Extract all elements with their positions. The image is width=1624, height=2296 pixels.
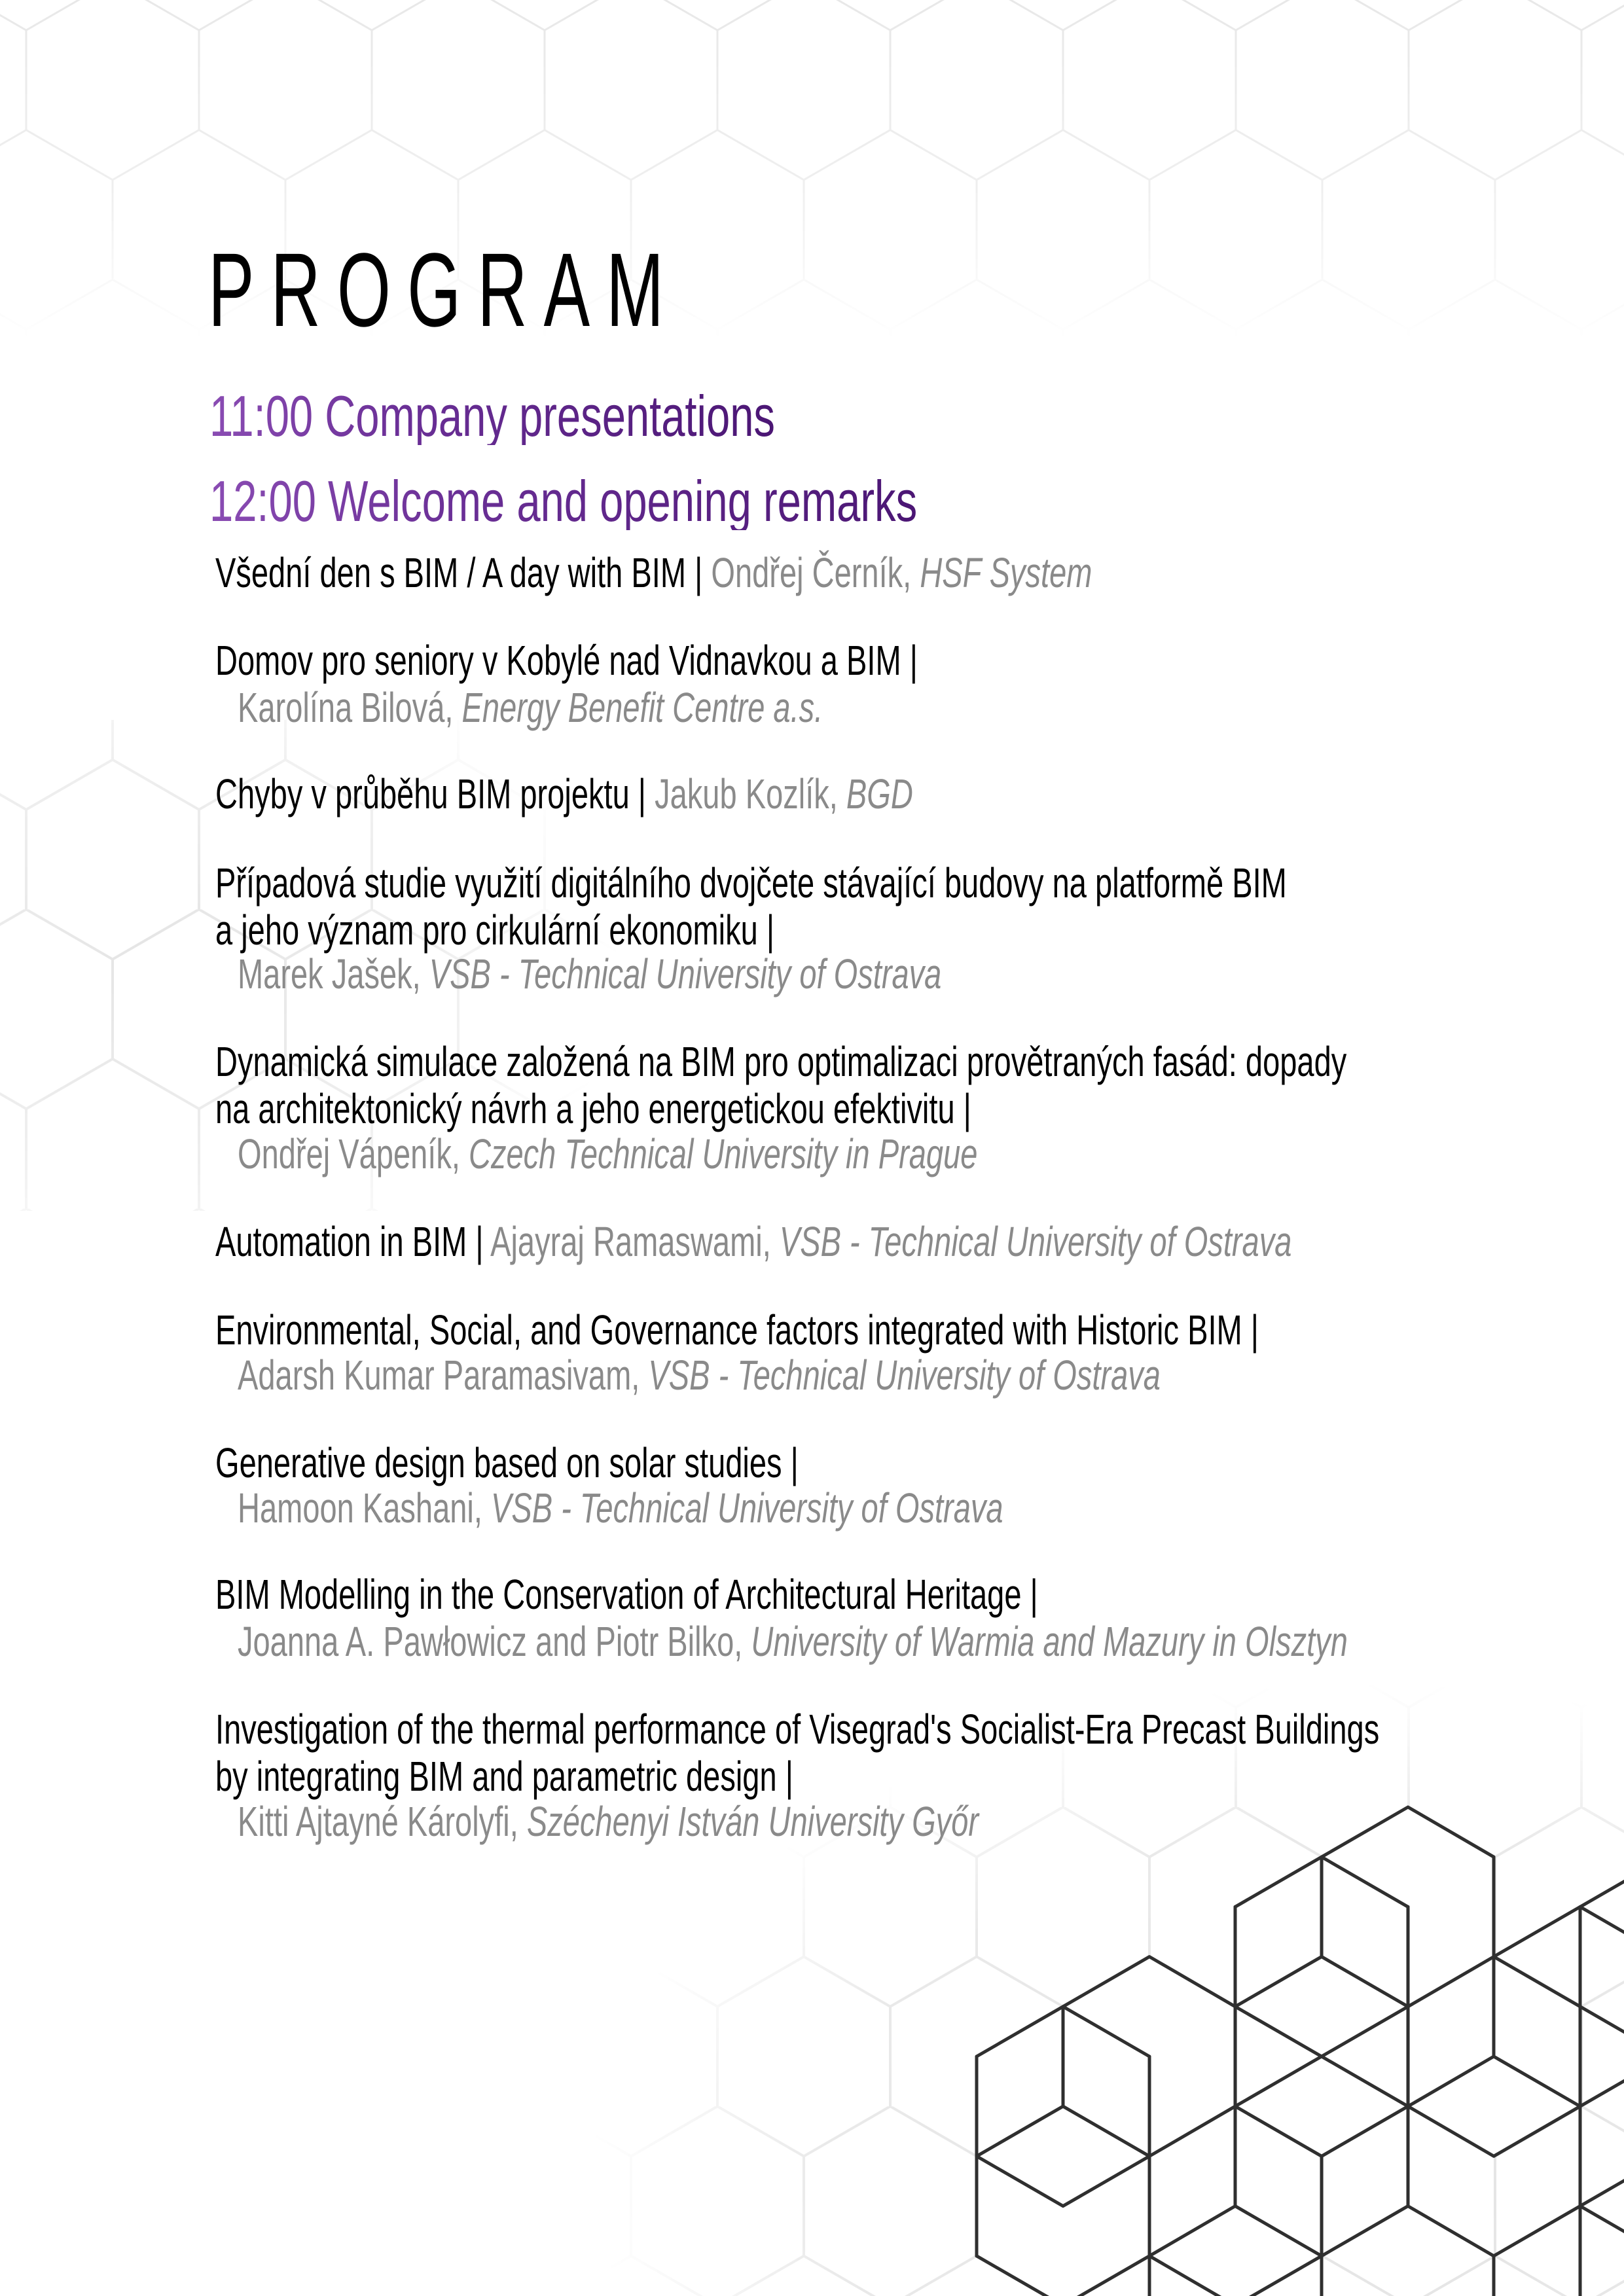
talk-speaker: Joanna A. Pawłowicz and Piotr Bilko, bbox=[238, 1618, 743, 1665]
session-company-presentations: 11:00 Company presentations bbox=[209, 384, 775, 448]
talk-item bbox=[215, 770, 913, 817]
talk-speaker: Kitti Ajtayné Károlyfi, bbox=[238, 1798, 518, 1845]
talk-affiliation: University of Warmia and Mazury in Olsztyn bbox=[751, 1618, 1348, 1665]
talk-speaker: Marek Jašek, bbox=[238, 950, 421, 997]
talk-affiliation: VSB - Technical University of Ostrava bbox=[648, 1352, 1161, 1399]
talk-title: BIM Modelling in the Conservation of Architectural Heritage | bbox=[215, 1571, 1038, 1618]
talk-speaker: Adarsh Kumar Paramasivam, bbox=[238, 1352, 640, 1399]
talk-title: Domov pro seniory v Kobylé nad Vidnavkou a BIM | bbox=[215, 637, 918, 684]
talk-title: Dynamická simulace založená na BIM pro optimalizaci provětraných fasád: dopady bbox=[215, 1038, 1347, 1085]
talk-speaker-line bbox=[238, 950, 942, 997]
talk-title: Případová studie využití digitálního dvojčete stávající budovy na platformě BIM bbox=[215, 859, 1287, 906]
talk-title-continued: a jeho význam pro cirkulární ekonomiku | bbox=[215, 906, 775, 954]
talk-speaker-line bbox=[238, 1798, 979, 1845]
talk-title: Všední den s BIM / A day with BIM | bbox=[215, 549, 703, 596]
talk-title: Generative design based on solar studies | bbox=[215, 1439, 799, 1486]
talk-speaker: Jakub Kozlík, bbox=[655, 770, 838, 817]
talk-affiliation: VSB - Technical University of Ostrava bbox=[429, 950, 942, 997]
talk-title-continued: by integrating BIM and parametric design | bbox=[215, 1753, 793, 1800]
talk-speaker: Ondřej Černík, bbox=[711, 549, 912, 596]
talk-title: Chyby v průběhu BIM projektu | bbox=[215, 770, 647, 817]
talk-affiliation: HSF System bbox=[920, 549, 1092, 596]
talk-speaker-line bbox=[238, 1352, 1161, 1399]
talk-speaker: Ondřej Vápeník, bbox=[238, 1130, 460, 1177]
talk-item bbox=[215, 549, 1092, 596]
talk-affiliation: Energy Benefit Centre a.s. bbox=[461, 684, 823, 731]
talk-title-continued: na architektonický návrh a jeho energetickou efektivitu | bbox=[215, 1085, 971, 1132]
talk-affiliation: Széchenyi István University Győr bbox=[526, 1798, 979, 1845]
talk-title: Automation in BIM | bbox=[215, 1218, 484, 1265]
talk-title: Environmental, Social, and Governance factors integrated with Historic BIM | bbox=[215, 1306, 1259, 1354]
talk-speaker-line bbox=[238, 1484, 1003, 1532]
talk-speaker: Hamoon Kashani, bbox=[238, 1484, 482, 1532]
talk-speaker: Karolína Bilová, bbox=[238, 684, 454, 731]
talk-affiliation: Czech Technical University in Prague bbox=[469, 1130, 978, 1177]
talk-speaker: Ajayraj Ramaswami, bbox=[490, 1218, 771, 1265]
talk-speaker-line bbox=[238, 684, 823, 731]
talk-speaker-line bbox=[238, 1618, 1348, 1665]
session-welcome-remarks: 12:00 Welcome and opening remarks bbox=[209, 469, 918, 533]
talk-item bbox=[215, 1218, 1292, 1265]
talk-speaker-line bbox=[238, 1130, 978, 1177]
page-title: PROGRAM bbox=[208, 231, 681, 348]
talk-affiliation: BGD bbox=[846, 770, 913, 817]
talk-affiliation: VSB - Technical University of Ostrava bbox=[779, 1218, 1292, 1265]
talk-title: Investigation of the thermal performance of Visegrad's Socialist-Era Precast Buildings bbox=[215, 1706, 1380, 1753]
talk-affiliation: VSB - Technical University of Ostrava bbox=[491, 1484, 1003, 1532]
